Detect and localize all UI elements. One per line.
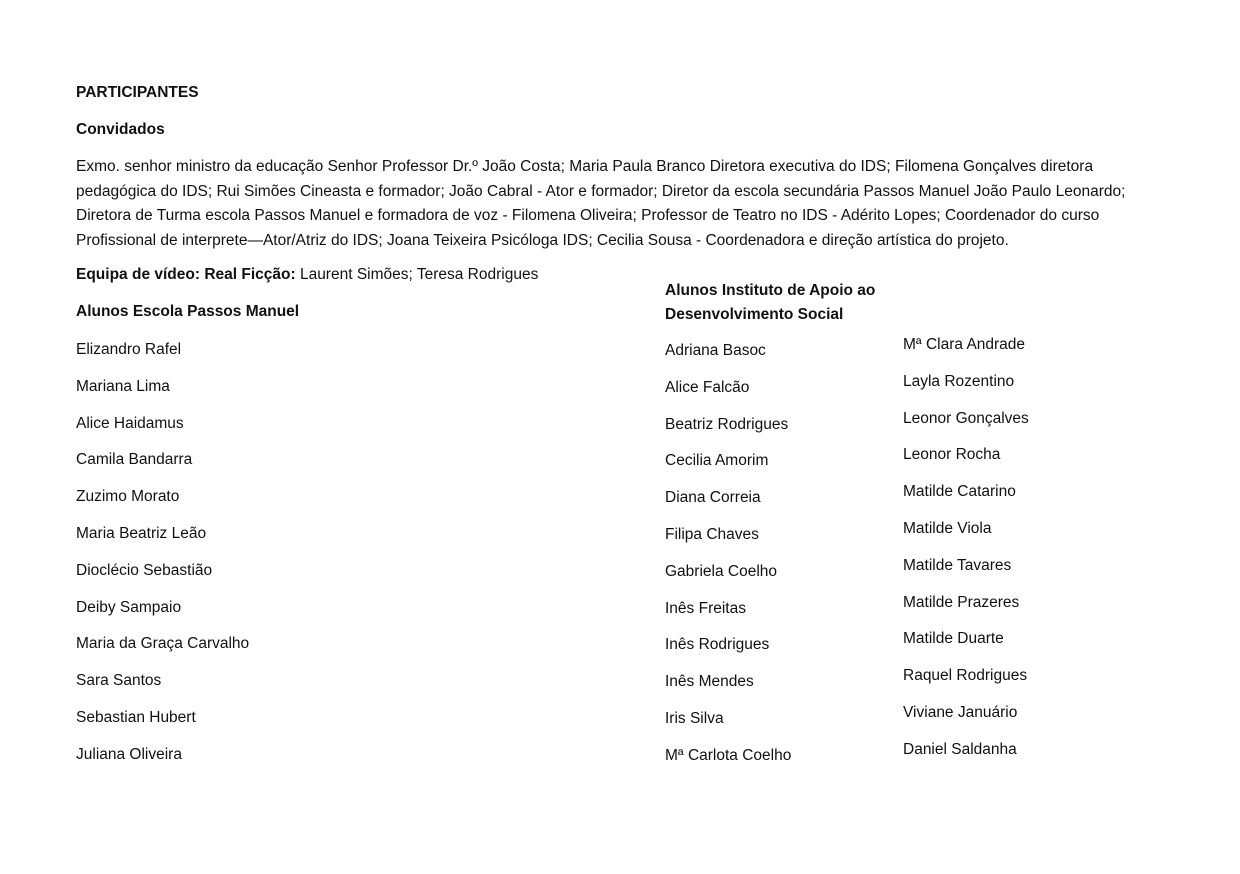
student-name: Maria Beatriz Leão (76, 524, 207, 542)
student-name: Mariana Lima (76, 377, 170, 395)
student-name: Matilde Catarino (903, 483, 1016, 501)
ids-title-line-1: Alunos Instituto de Apoio ao (665, 282, 876, 299)
ids-student-list-1 (665, 341, 791, 783)
student-name: Sebastian Hubert (76, 708, 196, 726)
guests-title: Convidados (76, 121, 165, 138)
student-name: Elizandro Rafel (76, 341, 182, 358)
ids-student-list-2 (903, 335, 1029, 777)
student-name: Juliana Oliveira (76, 745, 182, 763)
guests-paragraph: Exmo. senhor ministro da educação Senhor Professor Dr.º João Costa; Maria Paula Branco Diretora executiva do IDS; Filomena Gonçalves diretora pedagógica do IDS; Rui Simões Cineasta e formador; João Cabral - Ator e formador; Diretor da escola secundária Passos Manuel João Paulo Leonardo; Diretora de Turma escola Passos Manuel e formadora de voz - Filomena Oliveira; Professor de Teatro no IDS - Adérito Lopes; Coordenador do curso Profissional de interprete—Ator/Atriz do IDS; Joana Teixeira Psicóloga IDS; Cecilia Sousa - Coordenadora e direção artística do projeto. (76, 158, 1126, 249)
student-name: Deiby Sampaio (76, 598, 182, 616)
video-team-members: Laurent Simões; Teresa Rodrigues (295, 266, 539, 283)
student-name: Sara Santos (76, 672, 162, 690)
student-name: Iris Silva (665, 709, 724, 727)
student-name: Raquel Rodrigues (903, 667, 1028, 685)
student-name: Mª Clara Andrade (903, 336, 1026, 353)
student-name: Leonor Gonçalves (903, 409, 1029, 427)
student-name: Gabriela Coelho (665, 562, 778, 580)
student-name: Matilde Duarte (903, 630, 1004, 648)
page-heading: PARTICIPANTES (76, 84, 199, 101)
student-name: Maria da Graça Carvalho (76, 635, 250, 653)
student-name: Adriana Basoc (665, 342, 766, 359)
student-name: Inês Mendes (665, 673, 754, 691)
student-name: Mª Carlota Coelho (665, 746, 792, 764)
ids-title (665, 279, 895, 327)
video-team-label: Equipa de vídeo: Real Ficção: (76, 266, 296, 283)
student-name: Diana Correia (665, 489, 761, 507)
student-name: Camila Bandarra (76, 451, 193, 469)
ids-title-line-2: Desenvolvimento Social (665, 306, 844, 323)
student-name: Alice Falcão (665, 378, 750, 396)
passos-manuel-title: Alunos Escola Passos Manuel (76, 303, 300, 320)
student-name: Daniel Saldanha (903, 740, 1017, 758)
passos-manuel-student-list (76, 340, 249, 782)
student-name: Matilde Prazeres (903, 593, 1020, 611)
student-name: Dioclécio Sebastião (76, 561, 213, 579)
student-name: Inês Rodrigues (665, 636, 770, 654)
video-team-line (76, 266, 538, 284)
student-name: Inês Freitas (665, 599, 746, 617)
student-name: Matilde Tavares (903, 556, 1012, 574)
student-name: Beatriz Rodrigues (665, 415, 789, 433)
student-name: Alice Haidamus (76, 414, 184, 432)
student-name: Filipa Chaves (665, 525, 759, 543)
student-name: Leonor Rocha (903, 446, 1001, 464)
student-name: Viviane Januário (903, 703, 1018, 721)
student-name: Cecilia Amorim (665, 452, 769, 470)
student-name: Matilde Viola (903, 519, 992, 537)
student-name: Zuzimo Morato (76, 488, 180, 506)
student-name: Layla Rozentino (903, 372, 1015, 390)
